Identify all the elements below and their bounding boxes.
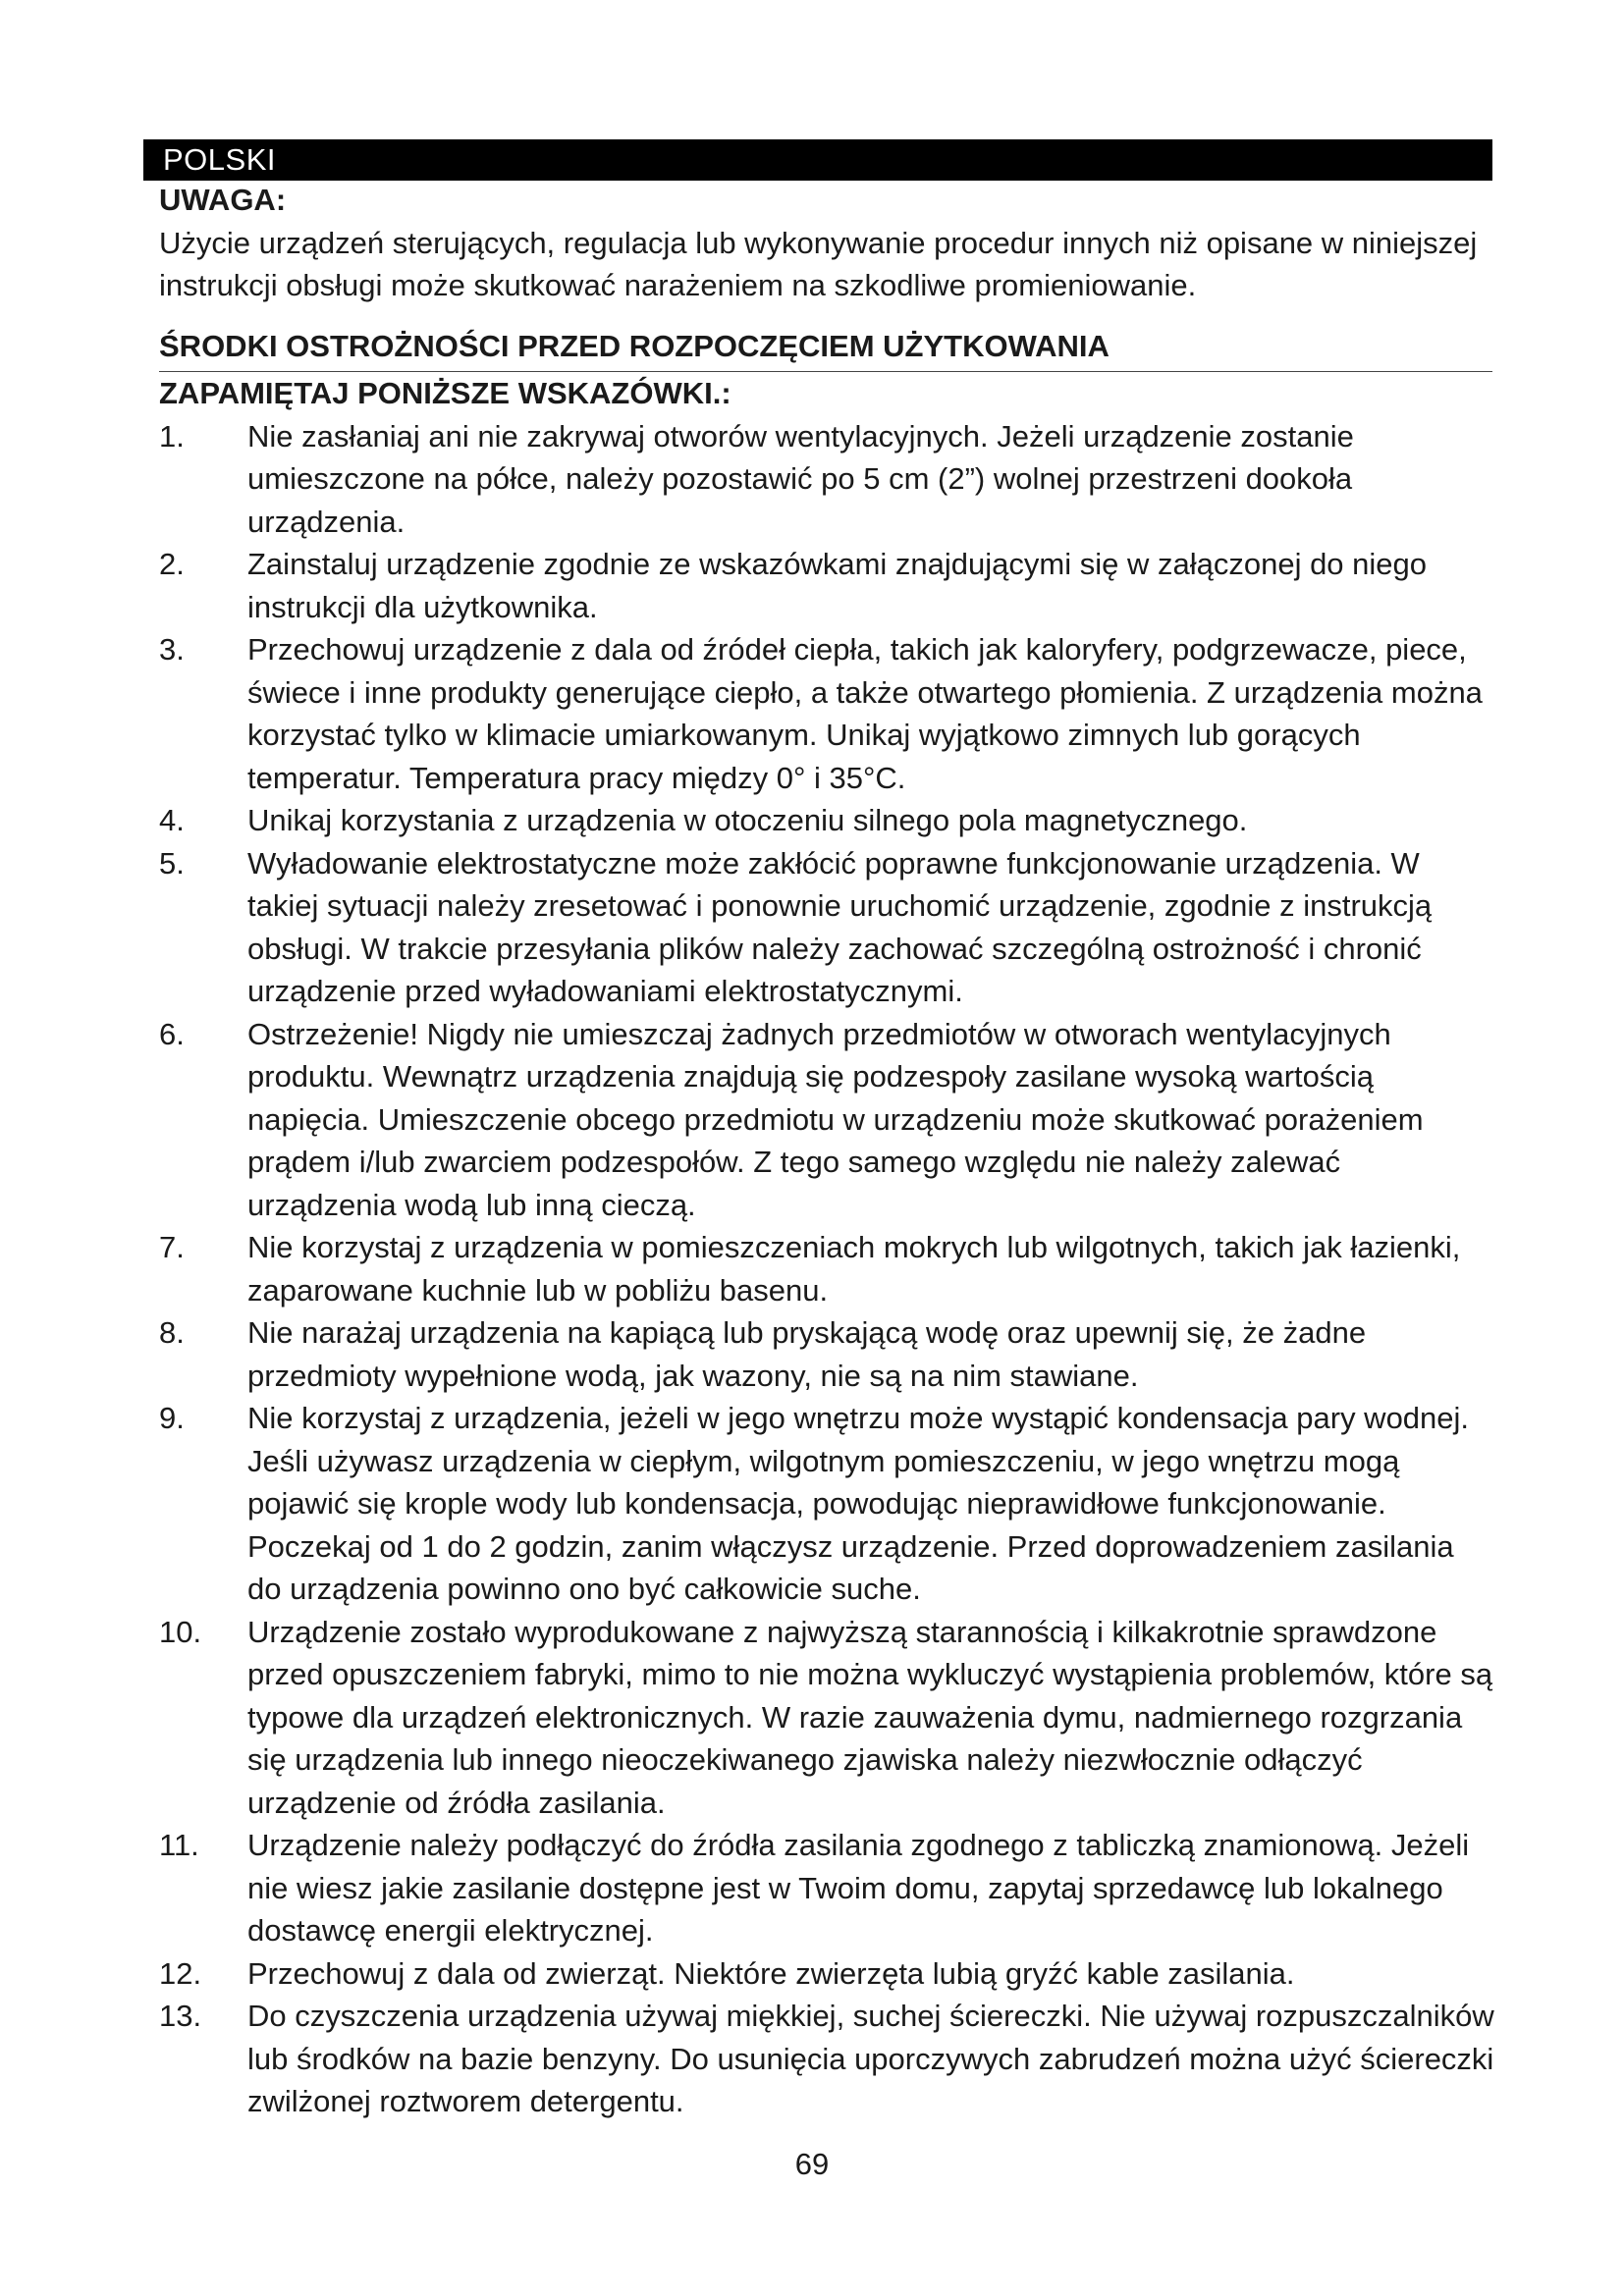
item-number: 4.	[159, 803, 185, 837]
list-item	[159, 1952, 1494, 1996]
item-text: Do czyszczenia urządzenia używaj miękkiej, suchej ściereczki. Nie używaj rozpuszczalników lub środków na bazie benzyny. Do usunięcia uporczywych zabrudzeń można użyć ściereczki zwilżonej roztworem detergentu.	[247, 1999, 1494, 2118]
list-item	[159, 1611, 1494, 1825]
list-item	[159, 1226, 1494, 1311]
item-text: Wyładowanie elektrostatyczne może zakłócić poprawne funkcjonowanie urządzenia. W takiej sytuacji należy zresetować i ponownie uruchomić urządzenie, zgodnie z instrukcją obsługi. W trakcie przesyłania plików należy zachować szczególną ostrożność i chronić urządzenie przed wyładowaniami elektrostatycznymi.	[247, 845, 1433, 1008]
item-number: 2.	[159, 547, 185, 581]
item-number: 5.	[159, 845, 185, 881]
list-item	[159, 1397, 1494, 1611]
list-item	[159, 1995, 1494, 2123]
item-text: Nie korzystaj z urządzenia, jeżeli w jego wnętrzu może wystąpić kondensacja pary wodnej. Jeśli używasz urządzenia w ciepłym, wilgotnym pomieszczeniu, w jego wnętrzu mogą pojawić się krople wody lub kondensacja, powodując nieprawidłowe funkcjonowanie. Poczekaj od 1 do 2 godzin, zanim włączysz urządzenie. Przed doprowadzeniem zasilania do urządzenia powinno ono być całkowicie suche.	[247, 1401, 1470, 1606]
item-number: 1.	[159, 418, 185, 454]
item-number: 10.	[159, 1614, 202, 1649]
item-text: Ostrzeżenie! Nigdy nie umieszczaj żadnych przedmiotów w otworach wentylacyjnych produktu. Wewnątrz urządzenia znajdują się podzespoły zasilane wysoką wartością napięcia. Umieszczenie obcego przedmiotu w urządzeniu może skutkować porażeniem prądem i/lub zwarciem podzespołów. Z tego samego względu nie należy zalewać urządzenia wodą lub inną cieczą.	[247, 1016, 1424, 1222]
item-text: Zainstaluj urządzenie zgodnie ze wskazówkami znajdującymi się w załączonej do niego instrukcji dla użytkownika.	[247, 547, 1428, 624]
item-text: Nie zasłaniaj ani nie zakrywaj otworów wentylacyjnych. Jeżeli urządzenie zostanie umieszczone na półce, należy pozostawić po 5 cm (2”) wolnej przestrzeni dookoła urządzenia.	[247, 418, 1354, 539]
item-number: 3.	[159, 632, 185, 667]
item-text: Przechowuj urządzenie z dala od źródeł ciepła, takich jak kaloryfery, podgrzewacze, piece, świece i inne produkty generujące ciepło, a także otwartego płomienia. Z urządzenia można korzystać tylko w klimacie umiarkowanym. Unikaj wyjątkowo zimnych lub gorących temperatur. Temperatura pracy między 0° i 35°C.	[247, 632, 1483, 795]
warning-heading: UWAGA:	[159, 183, 287, 217]
list-item	[159, 842, 1494, 1013]
list-item	[159, 1311, 1494, 1397]
item-number: 6.	[159, 1016, 185, 1051]
item-text: Przechowuj z dala od zwierząt. Niektóre zwierzęta lubią gryźć kable zasilania.	[247, 1955, 1295, 1991]
item-number: 11.	[159, 1828, 199, 1862]
list-item	[159, 1013, 1494, 1227]
safety-heading: ŚRODKI OSTROŻNOŚCI PRZED ROZPOCZĘCIEM UŻYTKOWANIA	[159, 328, 1110, 363]
item-text: Nie narażaj urządzenia na kapiącą lub pryskającą wodę oraz upewnij się, że żadne przedmioty wypełnione wodą, jak wazony, nie są na nim stawiane.	[247, 1315, 1367, 1393]
item-number: 13.	[159, 1999, 202, 2033]
item-text: Nie korzystaj z urządzenia w pomieszczeniach mokrych lub wilgotnych, takich jak łazienki, zaparowane kuchnie lub w pobliżu basenu.	[247, 1230, 1461, 1308]
item-number: 8.	[159, 1315, 185, 1350]
safety-subheading: ZAPAMIĘTAJ PONIŻSZE WSKAZÓWKI.:	[159, 371, 1492, 415]
list-item	[159, 799, 1494, 842]
safety-instructions-list	[159, 415, 1494, 2123]
item-number: 7.	[159, 1230, 185, 1264]
item-text: Unikaj korzystania z urządzenia w otoczeniu silnego pola magnetycznego.	[247, 803, 1248, 837]
list-item	[159, 415, 1494, 544]
list-item	[159, 1824, 1494, 1952]
item-text: Urządzenie należy podłączyć do źródła zasilania zgodnego z tabliczką znamionową. Jeżeli nie wiesz jakie zasilanie dostępne jest w Twoim domu, zapytaj sprzedawcę lub lokalnego dostawcę energii elektrycznej.	[247, 1828, 1470, 1948]
warning-text: Użycie urządzeń sterujących, regulacja lub wykonywanie procedur innych niż opisane w niniejszej instrukcji obsługi może skutkować narażeniem na szkodliwe promieniowanie.	[159, 225, 1478, 302]
item-number: 12.	[159, 1955, 202, 1991]
item-number: 9.	[159, 1401, 185, 1435]
page-content	[159, 179, 1494, 2123]
page-number: 69	[794, 2147, 830, 2181]
item-text: Urządzenie zostało wyprodukowane z najwyższą starannością i kilkakrotnie sprawdzone przed opuszczeniem fabryki, mimo to nie można wykluczyć wystąpienia problemów, które są typowe dla urządzeń elektronicznych. W razie zauważenia dymu, nadmiernego rozgrzania się urządzenia lub innego nieoczekiwanego zjawiska należy niezwłocznie odłączyć urządzenie od źródła zasilania.	[247, 1614, 1493, 1820]
language-header-bar: POLSKI	[143, 139, 1492, 181]
list-item	[159, 628, 1494, 799]
list-item	[159, 543, 1494, 628]
